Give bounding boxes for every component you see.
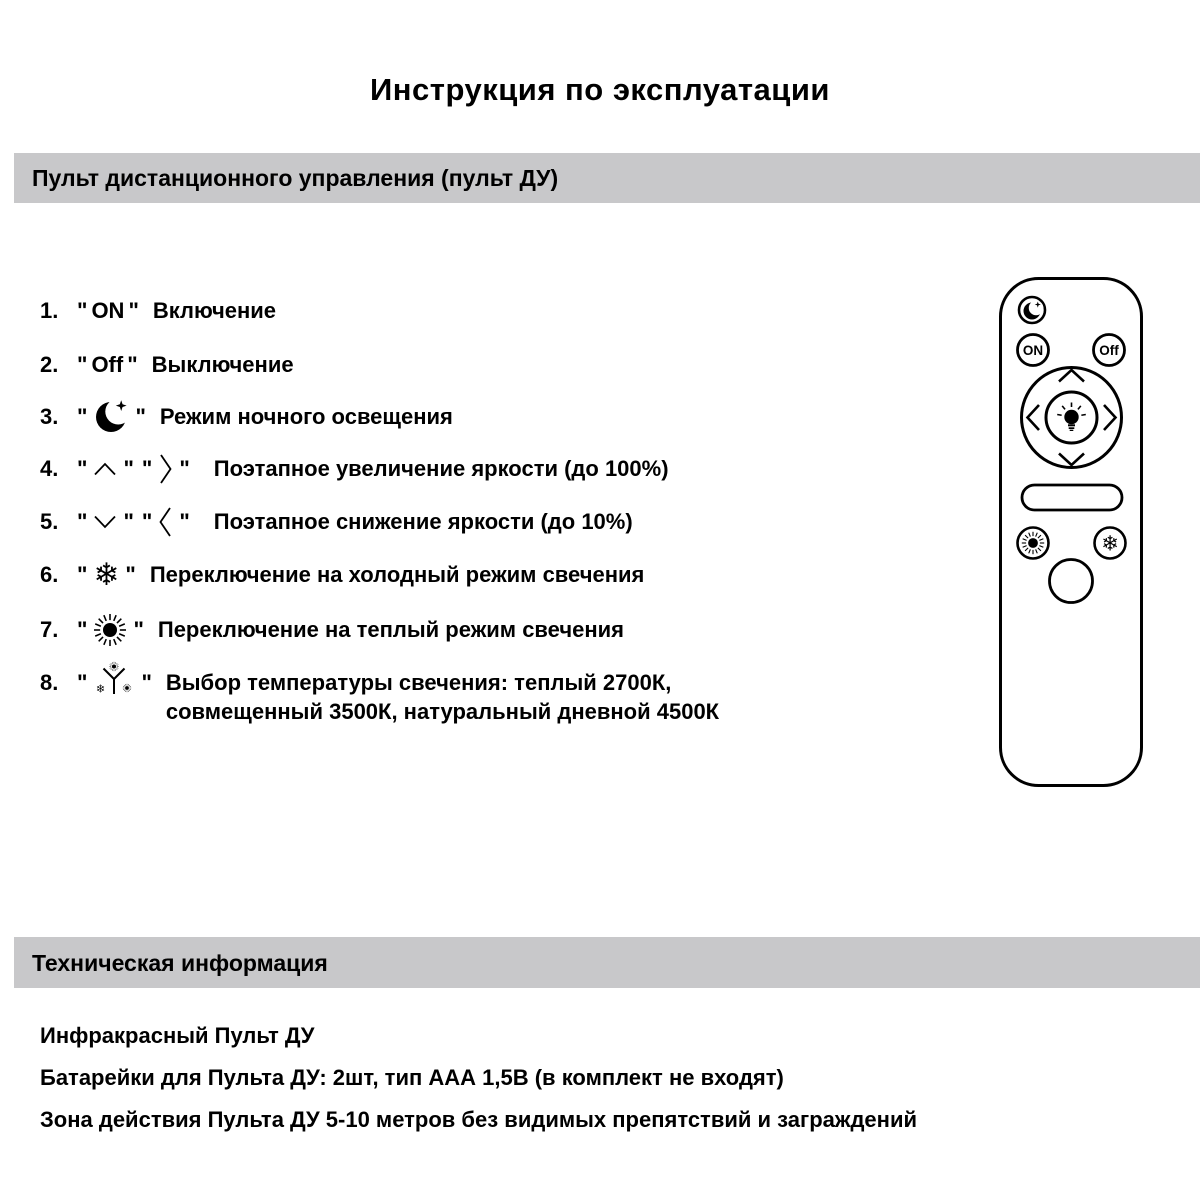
quote-mark: " (141, 509, 153, 534)
quote-mark: " (179, 509, 190, 534)
item-label: Переключение на теплый режим свечения (157, 617, 625, 642)
item-label: Поэтапное снижение яркости (до 10%) (213, 509, 633, 534)
on-key-label: ON (91, 298, 125, 323)
list-item-off (40, 350, 294, 380)
section-header-remote (14, 153, 1200, 203)
quote-mark: " (141, 670, 152, 695)
section-header-tech-label: Техническая информация (32, 950, 328, 976)
item-label: Переключение на холодный режим свечения (149, 562, 645, 587)
chevron-down-icon (93, 514, 117, 530)
section-header-tech (14, 937, 1200, 988)
remote-control-illustration (998, 276, 1144, 788)
quote-mark: " (77, 509, 88, 534)
chevron-up-icon (93, 461, 117, 477)
item-number: 8. (40, 670, 59, 695)
remote-on-label: ON (1022, 343, 1044, 358)
quote-mark: " (133, 617, 144, 642)
item-number: 7. (40, 617, 59, 642)
list-item-on (40, 296, 276, 326)
item-label-line2: совмещенный 3500К, натуральный дневной 4500К (165, 699, 720, 724)
tech-info-line-batteries: Батарейки для Пульта ДУ: 2шт, тип ААА 1,5В (в комплект не входят) (40, 1065, 784, 1090)
list-item-brightness-up (40, 454, 669, 484)
quote-mark: " (179, 456, 190, 481)
list-item-cool-mode (40, 557, 645, 592)
tech-info-line-range: Зона действия Пульта ДУ 5-10 метров без видимых препятствий и заграждений (40, 1107, 918, 1132)
remote-warm-mode-button (1018, 528, 1049, 559)
item-label: Поэтапное увеличение яркости (до 100%) (213, 456, 669, 481)
quote-mark: " (77, 352, 88, 377)
item-label: Режим ночного освещения (159, 404, 453, 429)
page-title: Инструкция по эксплуатации (370, 72, 830, 107)
mini-snowflake-icon: ❄ (96, 682, 106, 696)
tech-info-line-ir: Инфракрасный Пульт ДУ (40, 1023, 315, 1048)
quote-mark: " (77, 617, 88, 642)
chevron-right-icon (158, 453, 173, 485)
list-item-temperature-select (40, 668, 719, 726)
temperature-select-icon (93, 661, 135, 705)
item-label: Выключение (151, 352, 294, 377)
quote-mark: " (127, 352, 138, 377)
item-label (166, 668, 719, 726)
item-label-line1: Выбор температуры свечения: теплый 2700К, (165, 670, 672, 695)
quote-mark: " (77, 298, 88, 323)
snowflake-icon: ❄ (1101, 531, 1119, 556)
item-number: 5. (40, 509, 59, 534)
item-label: Включение (152, 298, 277, 323)
sun-icon (93, 613, 127, 647)
quote-mark: " (141, 456, 153, 481)
quote-mark: " (77, 456, 88, 481)
item-number: 6. (40, 562, 59, 587)
section-header-remote-label: Пульт дистанционного управления (пульт ДУ) (32, 165, 559, 191)
quote-mark: " (135, 404, 146, 429)
remote-off-label: Off (1099, 343, 1119, 358)
snowflake-icon: ❄ (93, 557, 120, 592)
quote-mark: " (123, 509, 134, 534)
crescent-moon-icon (93, 399, 129, 435)
list-item-warm-mode (40, 615, 624, 645)
quote-mark: " (77, 670, 88, 695)
quote-mark: " (123, 456, 134, 481)
item-number: 2. (40, 352, 59, 377)
quote-mark: " (125, 562, 136, 587)
quote-mark: " (128, 298, 139, 323)
quote-mark: " (77, 404, 88, 429)
list-item-night-mode (40, 402, 453, 432)
quote-mark: " (77, 562, 88, 587)
chevron-left-icon (158, 506, 173, 538)
sun-icon (1022, 532, 1044, 554)
item-number: 1. (40, 298, 59, 323)
list-item-brightness-down (40, 507, 633, 537)
item-number: 3. (40, 404, 59, 429)
item-number: 4. (40, 456, 59, 481)
off-key-label: Off (91, 352, 124, 377)
